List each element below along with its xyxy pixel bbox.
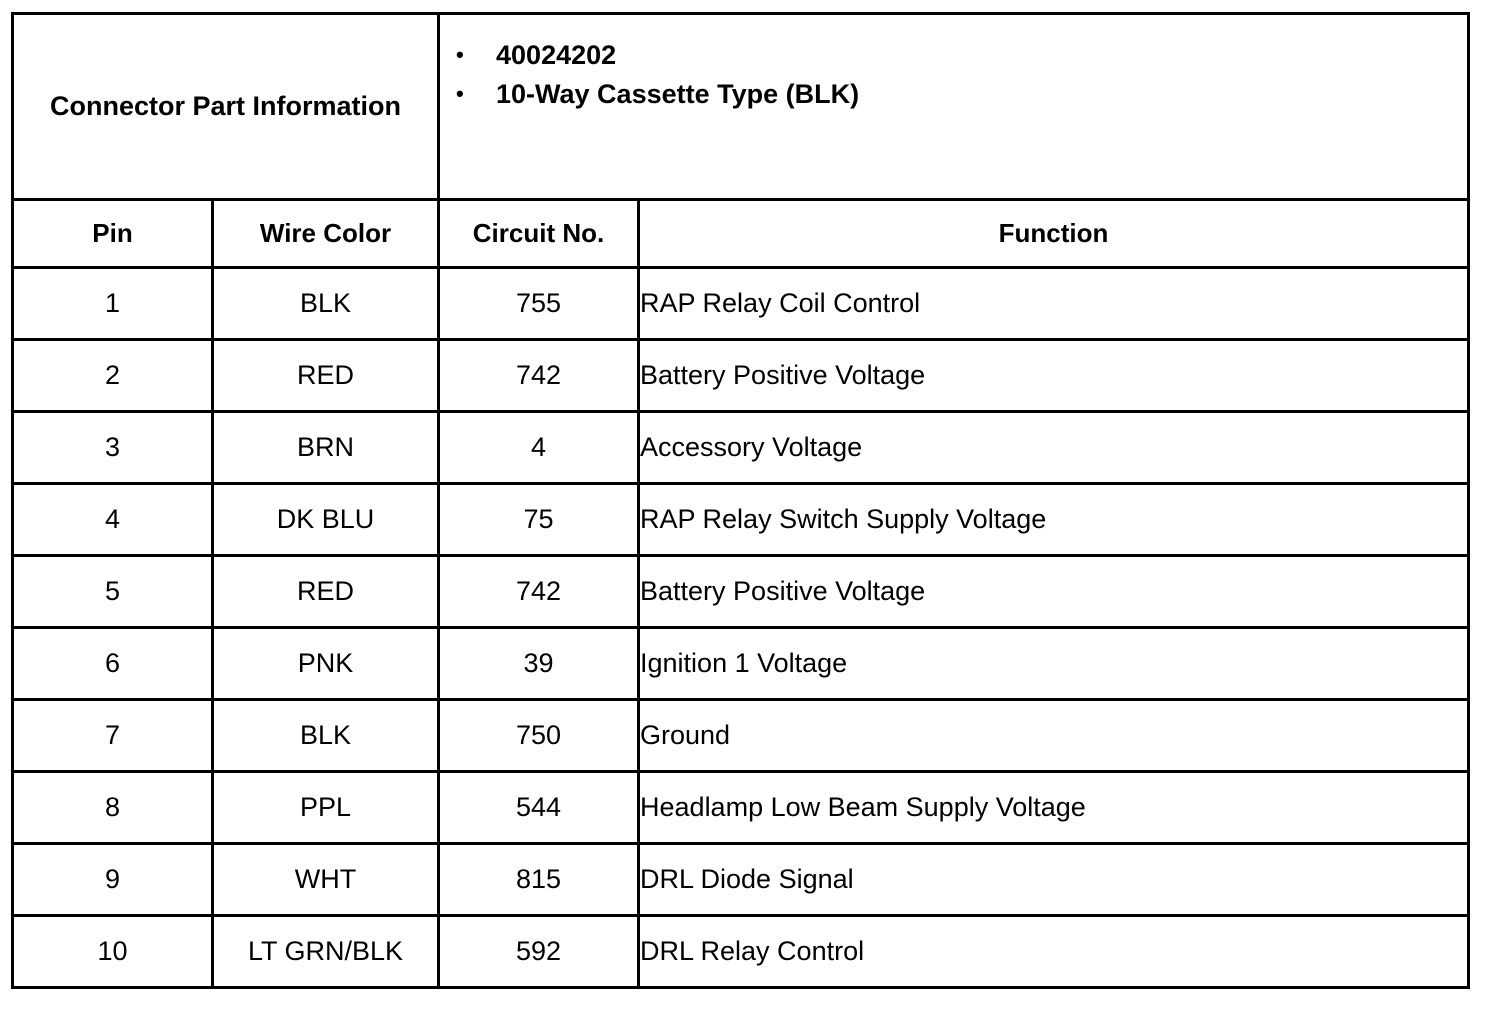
pin-cell: 3 bbox=[13, 412, 213, 484]
wire-color-cell: BRN bbox=[213, 412, 439, 484]
function-cell: DRL Diode Signal bbox=[639, 844, 1469, 916]
pin-cell: 8 bbox=[13, 772, 213, 844]
connector-info-item bbox=[456, 35, 1467, 74]
table-row bbox=[13, 268, 1469, 340]
bullet-icon: • bbox=[456, 41, 464, 67]
function-cell: DRL Relay Control bbox=[639, 916, 1469, 988]
wire-color-cell: DK BLU bbox=[213, 484, 439, 556]
pinout-rows bbox=[13, 268, 1469, 988]
function-cell: Accessory Voltage bbox=[639, 412, 1469, 484]
pin-cell: 2 bbox=[13, 340, 213, 412]
connector-info-label: Connector Part Information bbox=[13, 14, 439, 200]
pin-cell: 1 bbox=[13, 268, 213, 340]
connector-info-row bbox=[13, 14, 1469, 200]
wire-color-cell: RED bbox=[213, 556, 439, 628]
function-cell: Battery Positive Voltage bbox=[639, 556, 1469, 628]
table-row bbox=[13, 628, 1469, 700]
circuit-no-cell: 39 bbox=[439, 628, 639, 700]
function-cell: Battery Positive Voltage bbox=[639, 340, 1469, 412]
circuit-no-cell: 742 bbox=[439, 340, 639, 412]
table-row bbox=[13, 844, 1469, 916]
wire-color-cell: PPL bbox=[213, 772, 439, 844]
pin-cell: 10 bbox=[13, 916, 213, 988]
column-header-circuit-no: Circuit No. bbox=[439, 200, 639, 268]
table-row bbox=[13, 412, 1469, 484]
function-cell: RAP Relay Coil Control bbox=[639, 268, 1469, 340]
table-row bbox=[13, 340, 1469, 412]
circuit-no-cell: 815 bbox=[439, 844, 639, 916]
pin-cell: 5 bbox=[13, 556, 213, 628]
column-header-function: Function bbox=[639, 200, 1469, 268]
table-row bbox=[13, 772, 1469, 844]
pin-cell: 7 bbox=[13, 700, 213, 772]
column-header-row bbox=[13, 200, 1469, 268]
circuit-no-cell: 544 bbox=[439, 772, 639, 844]
function-cell: RAP Relay Switch Supply Voltage bbox=[639, 484, 1469, 556]
bullet-icon: • bbox=[456, 80, 464, 106]
connector-info-list bbox=[440, 15, 1467, 113]
circuit-no-cell: 750 bbox=[439, 700, 639, 772]
wire-color-cell: LT GRN/BLK bbox=[213, 916, 439, 988]
circuit-no-cell: 755 bbox=[439, 268, 639, 340]
wire-color-cell: PNK bbox=[213, 628, 439, 700]
function-cell: Headlamp Low Beam Supply Voltage bbox=[639, 772, 1469, 844]
wire-color-cell: WHT bbox=[213, 844, 439, 916]
part-number: 40024202 bbox=[496, 39, 617, 70]
circuit-no-cell: 742 bbox=[439, 556, 639, 628]
pin-cell: 4 bbox=[13, 484, 213, 556]
wire-color-cell: BLK bbox=[213, 700, 439, 772]
wire-color-cell: BLK bbox=[213, 268, 439, 340]
column-header-wire-color: Wire Color bbox=[213, 200, 439, 268]
pin-cell: 6 bbox=[13, 628, 213, 700]
table-row bbox=[13, 556, 1469, 628]
table-row bbox=[13, 916, 1469, 988]
connector-info-content bbox=[439, 14, 1469, 200]
circuit-no-cell: 4 bbox=[439, 412, 639, 484]
table-row bbox=[13, 484, 1469, 556]
circuit-no-cell: 75 bbox=[439, 484, 639, 556]
pin-cell: 9 bbox=[13, 844, 213, 916]
connector-info-item bbox=[456, 74, 1467, 113]
circuit-no-cell: 592 bbox=[439, 916, 639, 988]
connector-pinout-table bbox=[11, 12, 1470, 989]
function-cell: Ignition 1 Voltage bbox=[639, 628, 1469, 700]
table-row bbox=[13, 700, 1469, 772]
wire-color-cell: RED bbox=[213, 340, 439, 412]
function-cell: Ground bbox=[639, 700, 1469, 772]
column-header-pin: Pin bbox=[13, 200, 213, 268]
connector-type: 10-Way Cassette Type (BLK) bbox=[496, 78, 860, 109]
